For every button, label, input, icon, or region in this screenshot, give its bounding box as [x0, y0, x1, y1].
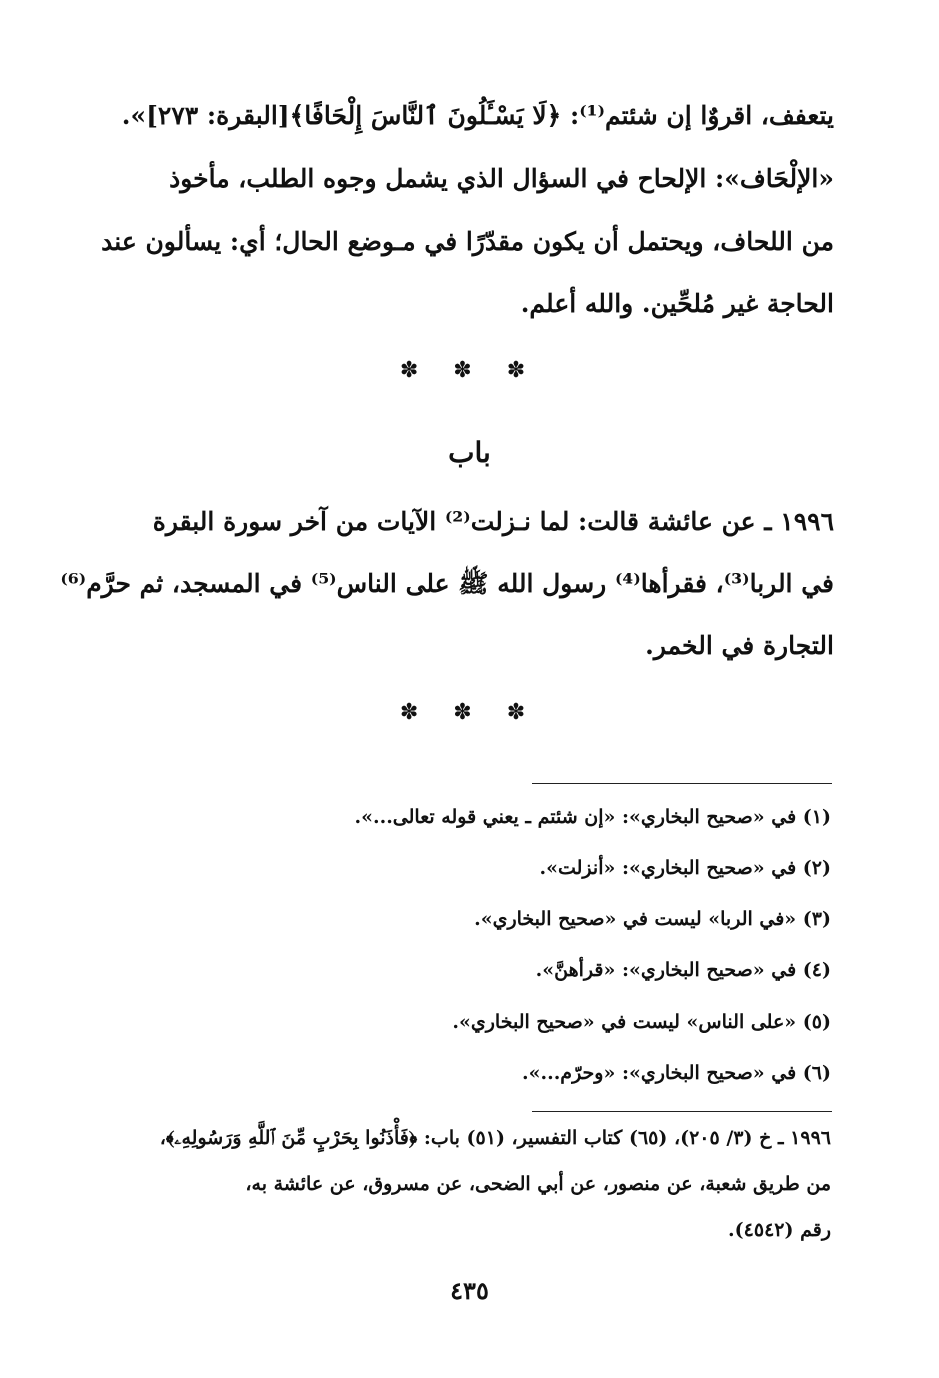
page-number: ٤٣٥ — [450, 1276, 489, 1305]
source-note-line-2: من طريق شعبة، عن منصور، عن أبي الضحى، عن مسروق، عن عائشة به، — [245, 1173, 831, 1195]
footnote-3: (٣) «في الربا» ليست في «صحيح البخاري». — [474, 908, 831, 930]
hadith-line-2: في الربا⁽³⁾، فقرأها⁽⁴⁾ رسول الله ﷺ على الناس⁽⁵⁾ في المسجد، ثم حرَّم⁽⁶⁾ — [60, 569, 834, 598]
section-separator: ✽ ✽ ✽ — [399, 700, 540, 725]
footnote-6: (٦) في «صحيح البخاري»: «وحرّم...». — [521, 1062, 831, 1084]
hadith-line-1: ١٩٩٦ ـ عن عائشة قالت: لما نـزلت⁽²⁾ الآيات من آخر سورة البقرة — [152, 507, 834, 536]
body-line-1: يتعفف، اقروٌا إن شئتم⁽¹⁾: ﴿لَا يَسْـَٔلُونَ ٱلنَّاسَ إِلْحَافًا﴾[البقرة: ٢٧٣]». — [121, 101, 834, 130]
footnote-4: (٤) في «صحيح البخاري»: «قرأهنَّ». — [535, 959, 831, 981]
footnote-2: (٢) في «صحيح البخاري»: «أنزلت». — [539, 857, 831, 879]
hadith-line-3: التجارة في الخمر. — [645, 631, 834, 660]
source-divider — [532, 1111, 832, 1112]
footnote-1: (١) في «صحيح البخاري»: «إن شئتم ـ يعني قوله تعالى...». — [354, 806, 831, 828]
body-line-2: «الإلْحَاف»: الإلحاح في السؤال الذي يشمل وجوه الطلب، مأخوذ — [169, 164, 834, 193]
footnote-5: (٥) «على الناس» ليست في «صحيح البخاري». — [452, 1011, 831, 1033]
body-line-4: الحاجة غير مُلحِّين. والله أعلم. — [520, 289, 834, 318]
source-note-line-3: رقم (٤٥٤٢). — [728, 1219, 831, 1241]
chapter-title: باب — [448, 436, 491, 469]
section-separator: ✽ ✽ ✽ — [399, 358, 540, 383]
source-note-line-1: ١٩٩٦ ـ خ (٣/ ٢٠٥)، (٦٥) كتاب التفسير، (٥١) باب: ﴿فَأْذَنُوا بِحَرْبٍ مِّنَ ٱللَّهِ وَرَسُولِهِۦ﴾، — [159, 1127, 831, 1149]
body-line-3: من اللحاف، ويحتمل أن يكون مقدّرًا في مـوضع الحال؛ أي: يسألون عند — [101, 227, 834, 256]
footnote-divider — [532, 783, 832, 784]
